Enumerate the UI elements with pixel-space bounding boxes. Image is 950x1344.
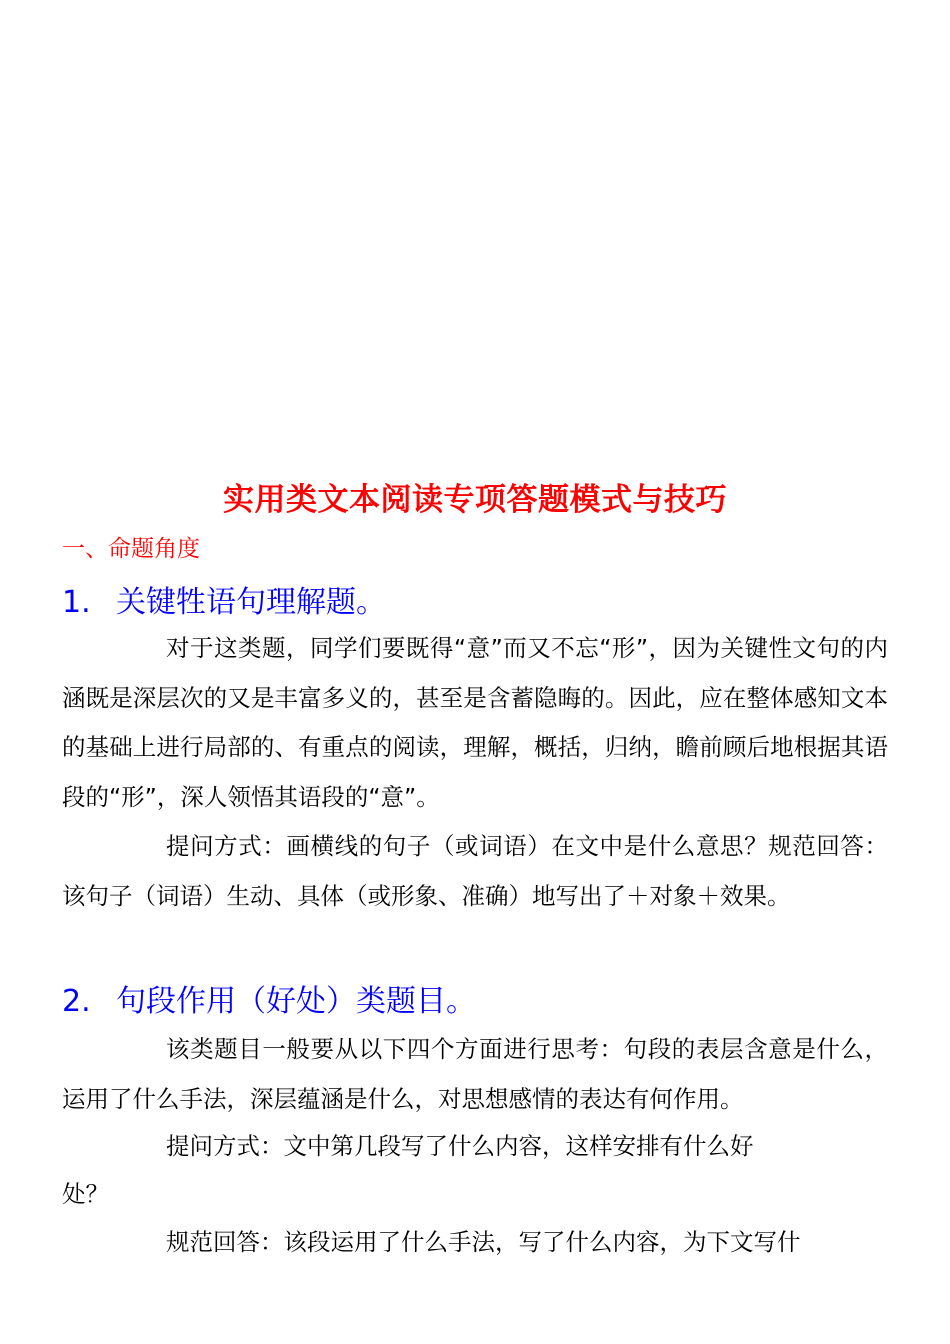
question-2-paragraph-2-line-1: 提问方式：文中第几段写了什么内容，这样安排有什么好 <box>166 1132 754 1160</box>
question-2-title: 句段作用（好处）类题目。 <box>116 984 476 1019</box>
question-2-paragraph-3: 规范回答：该段运用了什么手法，写了什么内容，为下文写什 <box>166 1228 801 1256</box>
question-1-paragraph-1: 对于这类题，同学们要既得“意”而又不忘“形”，因为关键性文句的内涵既是深层次的又是丰富多义的，甚至是含蓄隐晦的。因此，应在整体感知文本的基础上进行局部的、有重点的阅读，理解，概括，归纳，瞻前顾后地根据其语段的“形”，深人领悟其语段的“意”。 <box>62 634 888 811</box>
question-1-number: 1. <box>62 585 91 620</box>
question-1-paragraph-2: 提问方式：画横线的句子（或词语）在文中是什么意思？规范回答：该句子（词语）生动、具体（或形象、准确）地写出了＋对象＋效果。 <box>62 832 888 910</box>
section-heading: 一、命题角度 <box>62 536 200 562</box>
question-1-heading <box>62 577 386 621</box>
question-1-title: 关键牲语句理解题。 <box>116 585 386 620</box>
question-2-paragraph-2-line-2: 处？ <box>62 1180 109 1208</box>
question-2-number: 2. <box>62 984 91 1019</box>
question-2-heading <box>62 976 476 1020</box>
document-title: 实用类文本阅读专项答题模式与技巧 <box>223 482 727 518</box>
question-2-paragraph-1: 该类题目一般要从以下四个方面进行思考：句段的表层含意是什么，运用了什么手法，深层蕴涵是什么，对思想感情的表达有何作用。 <box>62 1035 888 1113</box>
